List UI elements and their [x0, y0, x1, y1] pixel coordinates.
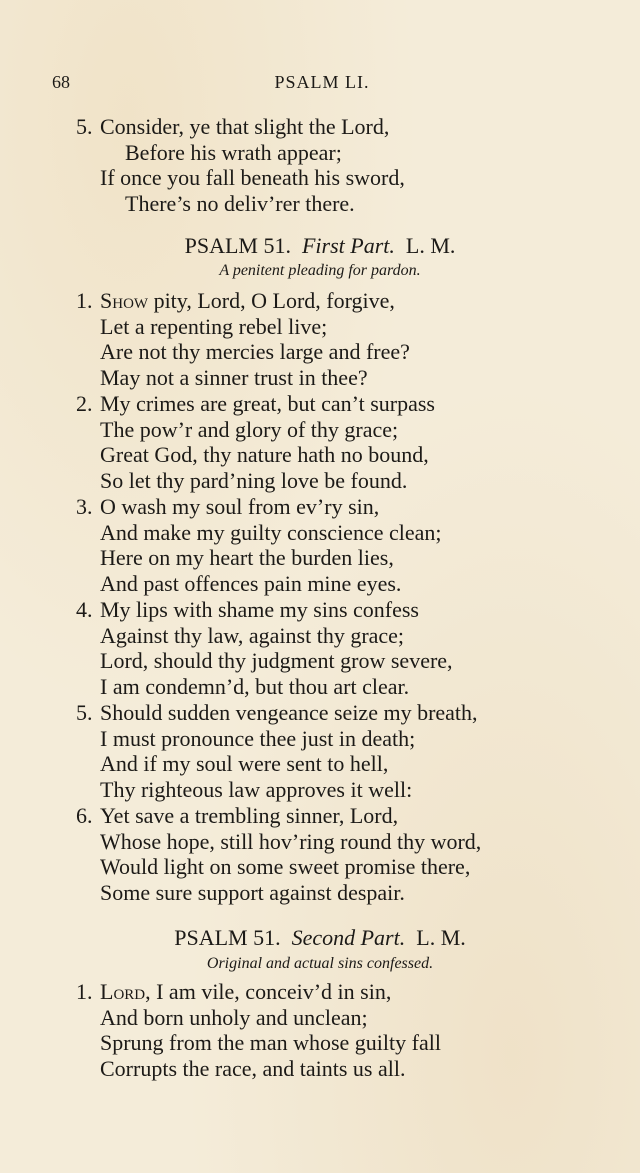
- stanza: [76, 803, 481, 905]
- stanza: [76, 494, 442, 596]
- stanza: [76, 288, 410, 390]
- stanza: [76, 700, 478, 802]
- verse-line: Corrupts the race, and taints us all.: [100, 1055, 406, 1081]
- initial-word: Lord: [100, 979, 146, 1004]
- psalm-label: PSALM 51.: [174, 925, 281, 950]
- initial-word: Show: [100, 288, 149, 313]
- verse-line: Consider, ye that slight the Lord,: [100, 114, 390, 139]
- verse-line: Some sure support against despair.: [100, 879, 405, 905]
- meter-label: L. M.: [416, 925, 466, 950]
- verse-line: I am condemn’d, but thou art clear.: [100, 673, 410, 699]
- psalm-label: PSALM 51.: [184, 233, 291, 258]
- part-label: Second Part.: [291, 925, 406, 950]
- stanza: [76, 979, 441, 1081]
- verse-line: My crimes are great, but can’t surpass: [100, 391, 435, 416]
- verse-line: And if my soul were sent to hell,: [100, 751, 389, 776]
- verse-line: There’s no deliv’rer there.: [125, 190, 355, 216]
- psalm-heading-part1: [0, 233, 640, 259]
- stanza: [76, 597, 453, 699]
- stanza-number: 1.: [76, 288, 93, 313]
- verse-line: If once you fall beneath his sword,: [100, 165, 405, 190]
- verse-line: pity, Lord, O Lord, forgive,: [148, 288, 395, 313]
- stanza-number: 6.: [76, 803, 93, 828]
- verse-line: Thy righteous law approves it well:: [100, 776, 413, 802]
- carryover-stanza: [76, 114, 405, 216]
- psalm-subtitle-part1: A penitent pleading for pardon.: [219, 262, 421, 279]
- part-label: First Part.: [301, 233, 395, 258]
- stanza-number: 5.: [76, 700, 93, 725]
- verse-line: Would light on some sweet promise there,: [100, 854, 471, 879]
- verse-line: And past offences pain mine eyes.: [100, 570, 402, 596]
- verse-line: And make my guilty conscience clean;: [100, 519, 442, 545]
- stanza: [76, 391, 435, 493]
- meter-label: L. M.: [405, 233, 456, 258]
- verse-line: Should sudden vengeance seize my breath,: [100, 700, 478, 725]
- psalm-heading-part2: [0, 925, 640, 951]
- stanza-number: 3.: [76, 494, 93, 519]
- stanza-number: 1.: [76, 979, 93, 1004]
- verse-line: Whose hope, still hov’ring round thy word,: [100, 828, 482, 854]
- verse-line: And born unholy and unclean;: [100, 1004, 368, 1030]
- verse-line: Yet save a trembling sinner, Lord,: [100, 803, 399, 828]
- verse-line: O wash my soul from ev’ry sin,: [100, 494, 380, 519]
- verse-line: My lips with shame my sins confess: [100, 597, 419, 622]
- verse-line: The pow’r and glory of thy grace;: [100, 416, 399, 442]
- stanza-number: 5.: [76, 114, 93, 139]
- running-title: PSALM LI.: [274, 72, 370, 92]
- verse-line: Before his wrath appear;: [125, 139, 342, 165]
- verse-line: , I am vile, conceiv’d in sin,: [145, 979, 392, 1004]
- verse-line: I must pronounce thee just in death;: [100, 725, 416, 751]
- page-number: 68: [52, 72, 70, 92]
- verse-line: Great God, thy nature hath no bound,: [100, 442, 429, 467]
- verse-line: Sprung from the man whose guilty fall: [100, 1030, 441, 1055]
- verse-line: Lord, should thy judgment grow severe,: [100, 648, 453, 673]
- stanza-number: 2.: [76, 391, 93, 416]
- verse-line: May not a sinner trust in thee?: [100, 364, 368, 390]
- verse-line: Against thy law, against thy grace;: [100, 622, 405, 648]
- verse-line: So let thy pard’ning love be found.: [100, 467, 408, 493]
- stanza-number: 4.: [76, 597, 93, 622]
- verse-line: Here on my heart the burden lies,: [100, 545, 394, 570]
- running-header: [52, 72, 592, 96]
- psalm-subtitle-part2: Original and actual sins confessed.: [206, 955, 434, 972]
- verse-line: Are not thy mercies large and free?: [100, 339, 410, 364]
- verse-line: Let a repenting rebel live;: [100, 313, 328, 339]
